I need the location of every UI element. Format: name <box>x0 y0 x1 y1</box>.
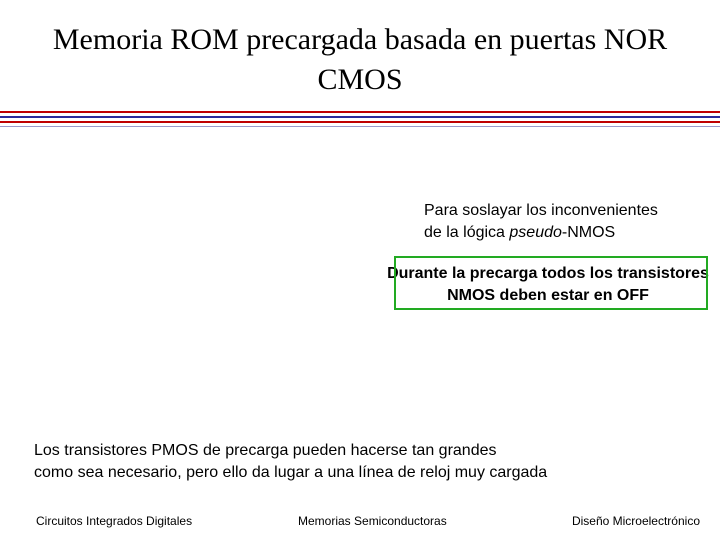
header-rule-light <box>0 126 720 127</box>
footer-center: Memorias Semiconductoras <box>298 514 447 528</box>
header-rule-blue <box>0 116 720 118</box>
footer-right: Diseño Microelectrónico <box>571 514 700 528</box>
pmos-precharge-note <box>34 440 547 484</box>
pmos-precharge-note-line-1: Los transistores PMOS de precarga pueden hacerse tan grandes <box>34 442 497 459</box>
slide-title-line-1: Memoria ROM precargada basada en puertas NOR <box>52 23 668 56</box>
pseudo-nmos-note-line-2 <box>424 222 658 244</box>
pseudo-nmos-note-italic: pseudo <box>509 224 562 241</box>
header-rule-red-bottom <box>0 121 720 123</box>
header-rule-red-top <box>0 111 720 113</box>
pmos-precharge-note-line-2: como sea necesario, pero ello da lugar a una línea de reloj muy cargada <box>34 464 548 481</box>
precharge-note-line-2: NMOS deben estar en OFF <box>447 287 649 304</box>
pseudo-nmos-note-line-1: Para soslayar los inconvenientes <box>424 202 658 219</box>
slide-title <box>10 20 710 100</box>
pseudo-nmos-note <box>424 200 658 244</box>
pseudo-nmos-note-prefix: de la lógica <box>424 224 510 241</box>
footer-left: Circuitos Integrados Digitales <box>36 514 193 528</box>
pseudo-nmos-note-suffix: -NMOS <box>561 224 616 241</box>
slide-title-line-2: CMOS <box>317 63 403 96</box>
precharge-highlight-box <box>394 256 708 310</box>
precharge-note-line-1: Durante la precarga todos los transistores <box>387 265 709 282</box>
